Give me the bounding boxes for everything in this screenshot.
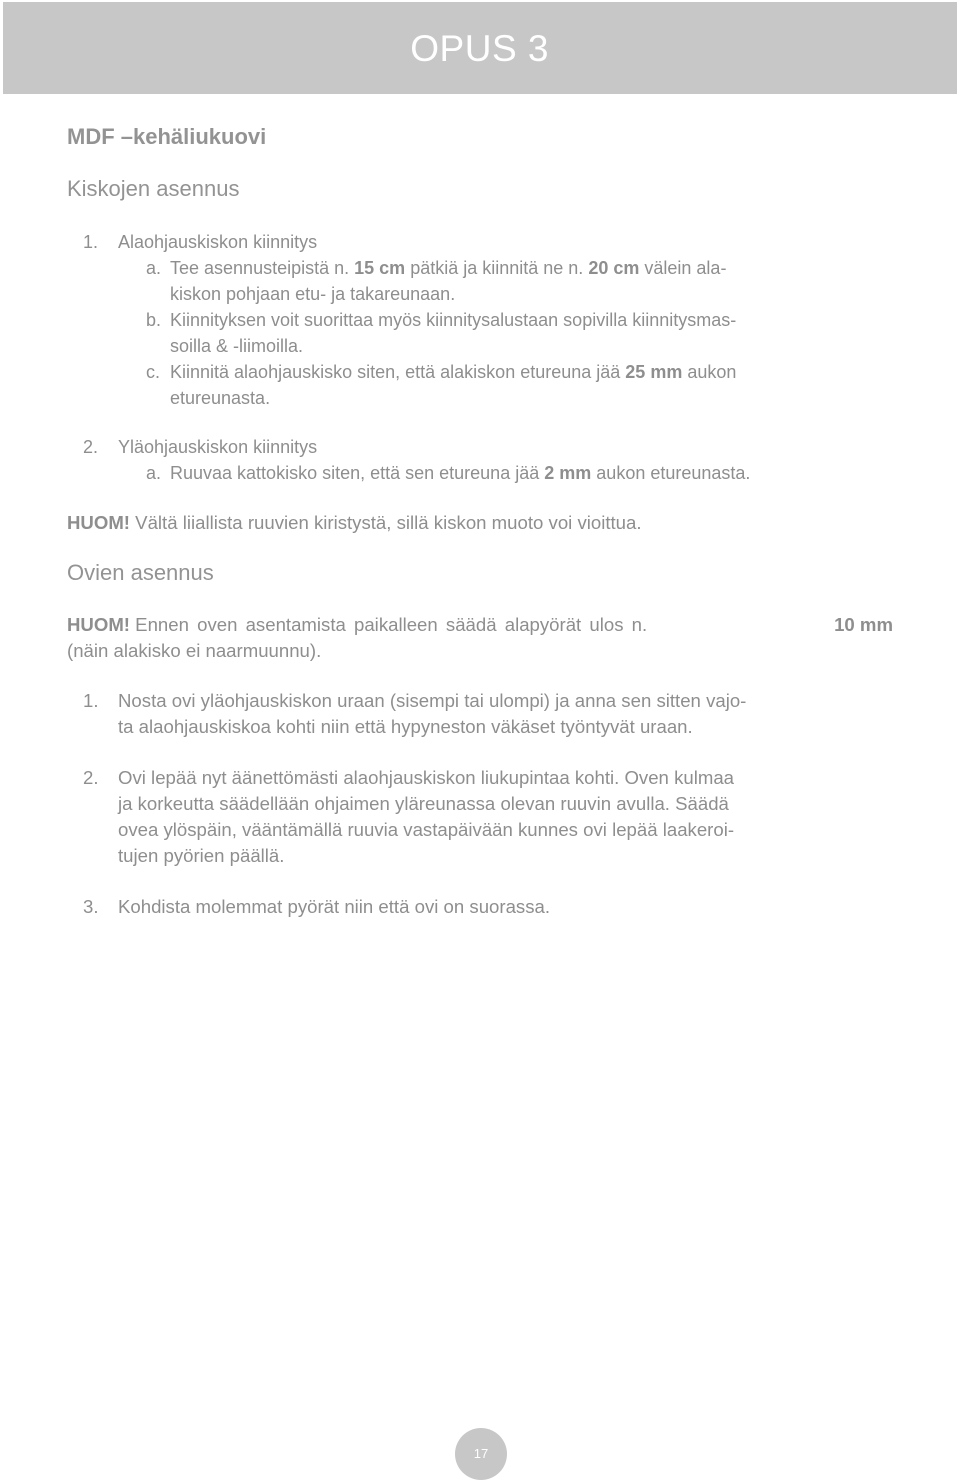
step-2-line: ovea ylöspäin, vääntämällä ruuvia vastapäivään kunnes ovi lepää laakeroi- [118, 819, 735, 840]
item1-a-t2: pätkiä ja kiinnitä ne n. [410, 258, 584, 278]
note1-text: Vältä liiallista ruuvien kiristystä, sillä kiskon muoto voi vioittua. [135, 512, 642, 533]
step-2-number: 2. [83, 767, 99, 788]
item1-c-t1: Kiinnitä alaohjauskisko siten, että alakiskon etureuna jää [170, 362, 621, 382]
item1-b-marker: b. [146, 310, 162, 330]
page-header [3, 2, 957, 94]
step-1-line: Nosta ovi yläohjauskiskon uraan (sisempi tai ulompi) ja anna sen sitten vajo- [118, 690, 747, 711]
step-1-number: 1. [83, 690, 99, 711]
item2-label: Yläohjauskiskon kiinnitys [118, 437, 318, 457]
item1-c-text [170, 359, 736, 385]
step-3-text [118, 894, 550, 920]
note1-label: HUOM! [67, 512, 130, 533]
document-title: MDF –kehäliukuovi [67, 124, 267, 149]
item1-a-b2: 20 cm [588, 258, 640, 278]
note2-label: HUOM! [67, 614, 130, 635]
step-2-line: ja korkeutta säädellään ohjaimen yläreunassa olevan ruuvin avulla. Säädä [118, 793, 729, 814]
step-3-line: Kohdista molemmat pyörät niin että ovi on suorassa. [118, 896, 551, 917]
item1-a-marker: a. [146, 258, 162, 278]
item1-label: Alaohjauskiskon kiinnitys [118, 232, 318, 252]
step-2-text [118, 765, 734, 869]
step-1-text [118, 688, 746, 740]
item2-a-t1: Ruuvaa kattokisko siten, että sen etureuna jää [170, 463, 540, 483]
note2-text: Ennen oven asentamista paikalleen säädä alapyörät ulos n. [135, 614, 648, 635]
brand-title: OPUS 3 [410, 28, 549, 69]
item1-a-t3: välein ala- [644, 258, 727, 278]
item1-a-b1: 15 cm [354, 258, 406, 278]
item1-a-text [170, 255, 726, 281]
item1-c-b1: 25 mm [625, 362, 683, 382]
item1-b-text: Kiinnityksen voit suorittaa myös kiinnitysalustaan sopivilla kiinnitysmas- [170, 310, 737, 330]
note2-bold: 10 mm [834, 614, 893, 635]
step-1-line: ta alaohjauskiskoa kohti niin että hypyneston väkäset työntyvät uraan. [118, 716, 693, 737]
note2-line1 [67, 612, 893, 638]
note1 [67, 510, 642, 536]
item1-a-t1: Tee asennusteipistä n. [170, 258, 350, 278]
item2-a-t2: aukon etureunasta. [596, 463, 751, 483]
item1-a-line2: kiskon pohjaan etu- ja takareunaan. [170, 284, 456, 304]
item1-c-t2: aukon [687, 362, 737, 382]
note2-line2: (näin alakisko ei naarmuunnu). [67, 640, 322, 661]
item2-a-marker: a. [146, 463, 162, 483]
item1-c-line2: etureunasta. [170, 388, 271, 408]
item1-c-marker: c. [146, 362, 161, 382]
item2-number: 2. [83, 437, 99, 457]
item2-a-b1: 2 mm [544, 463, 592, 483]
step-2-line: tujen pyörien päällä. [118, 845, 285, 866]
rails-heading: Kiskojen asennus [67, 176, 240, 201]
step-2-line: Ovi lepää nyt äänettömästi alaohjauskiskon liukupintaa kohti. Oven kulmaa [118, 767, 735, 788]
item1-number: 1. [83, 232, 99, 252]
doors-heading: Ovien asennus [67, 560, 214, 585]
item2-a-text [170, 460, 750, 486]
item1-b-line2: soilla & -liimoilla. [170, 336, 304, 356]
page-number-badge: 17 [455, 1428, 507, 1480]
step-3-number: 3. [83, 896, 99, 917]
